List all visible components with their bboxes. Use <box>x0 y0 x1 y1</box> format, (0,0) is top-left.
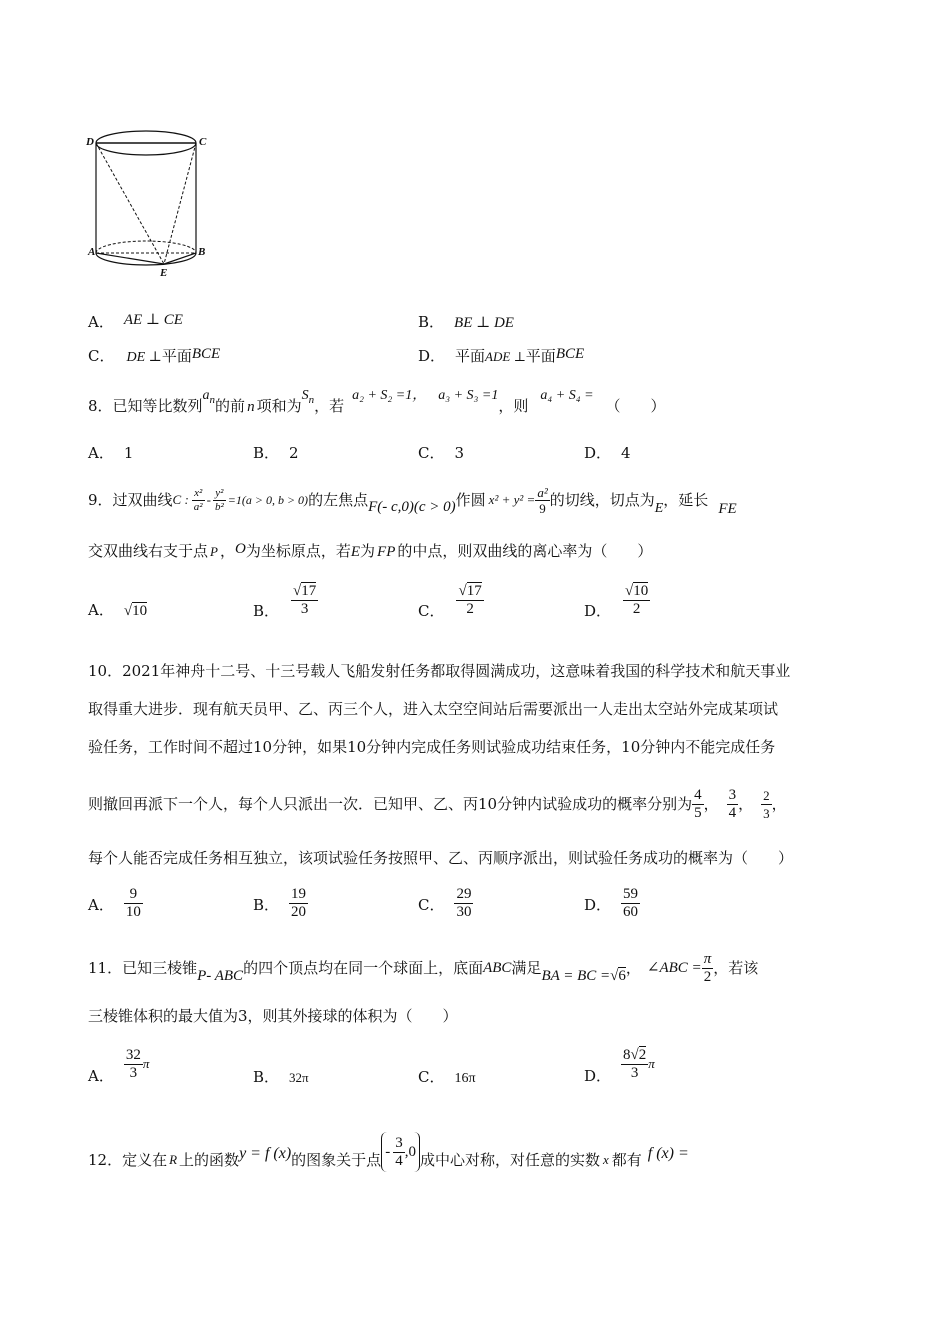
q11-option-c[interactable]: C． 16π <box>418 1068 476 1086</box>
label-b: B <box>198 246 206 258</box>
math-fe: FE <box>718 501 737 517</box>
q7-option-a[interactable] <box>88 312 183 333</box>
stem-text: ，延长 <box>663 491 709 509</box>
q9-option-c[interactable]: C． $\frac{√17}{2}$ <box>418 582 482 620</box>
frac-a2-9: $\frac{\text{a²}}{9}$ <box>537 484 548 516</box>
math-c: C : <box>172 492 189 507</box>
q8-option-d[interactable]: D． 4 <box>584 444 631 462</box>
q11-stem-line2: 三棱锥体积的最大值为3，则其外接球的体积为（ ） <box>88 1007 458 1025</box>
option-text: 平面 <box>161 347 192 365</box>
math-e: E <box>350 544 361 560</box>
math-angle: ∠ABC = <box>646 960 702 976</box>
stem-text: 为坐标原点，若 <box>245 542 351 560</box>
math-sn: $S_n$ <box>301 388 315 406</box>
frac-pi-2: $\frac{\pi}{2}$ <box>703 950 712 985</box>
stem-text: 项和为 <box>256 397 302 415</box>
math-condition: =1(a > 0, b > 0) <box>227 493 309 507</box>
q9-stem-line2 <box>88 541 652 562</box>
q10-option-a[interactable]: A． $\frac{9}{10}$ <box>88 885 141 920</box>
math-minus: - <box>206 492 211 507</box>
stem-text: 的图象关于点 <box>291 1151 382 1169</box>
q8-option-a[interactable]: A． 1 <box>88 444 134 462</box>
stem-text: 为 <box>360 542 376 560</box>
stem-text: 都有 <box>611 1151 642 1169</box>
option-text: BE ⊥ DE <box>454 315 514 331</box>
option-text: DE ⊥ <box>126 350 162 365</box>
math-circle: x² + y² = <box>488 492 536 507</box>
option-text: ADE ⊥ <box>485 349 526 364</box>
q7-option-b[interactable] <box>418 312 514 333</box>
q8-stem <box>88 388 666 422</box>
option-key: A． <box>88 313 114 331</box>
stem-text: 的四个顶点均在同一个球面上，底面 <box>243 959 484 977</box>
math-pabc: P- ABC <box>197 968 244 984</box>
math-fp: FP <box>377 544 396 560</box>
stem-text: 满足 <box>511 959 542 977</box>
math-an: $a_n$ <box>202 388 216 406</box>
label-e: E <box>160 267 168 279</box>
q9-option-d[interactable]: D． $\frac{√10}{2}$ <box>584 582 649 620</box>
stem-text: ，若 <box>314 397 345 415</box>
q10-line4: 则撤回再派下一个人，每个人只派出一次．已知甲、乙、丙10分钟内试验成功的概率分别为 $\frac{4}{5}$ ， $\frac{3}{4}$ ， $\frac{2}{3}$ ， <box>88 786 787 821</box>
q7-option-c[interactable] <box>88 346 220 368</box>
q10-option-c[interactable]: C． $\frac{29}{30}$ <box>418 885 472 920</box>
label-d: D <box>86 136 94 148</box>
math-o: O <box>234 541 246 557</box>
frac-x2-a2: $\frac{\text{x²}}{\text{a²}}$ <box>193 486 203 513</box>
q10-line5: 每个人能否完成任务相互独立，该项试验任务按照甲、乙、丙顺序派出，则试验任务成功的概率为（ ） <box>88 849 794 867</box>
option-text: 平面 <box>525 347 556 365</box>
math-fx: f (x) = <box>647 1145 689 1162</box>
stem-text: ，则 <box>498 397 529 415</box>
stem-text: 上的函数 <box>179 1151 240 1169</box>
math-question: a₄ + S₄ = <box>540 388 594 403</box>
q9-option-b[interactable]: B． $\frac{√17}{3}$ <box>253 582 317 620</box>
q12-stem <box>88 1128 689 1176</box>
option-text: BCE <box>191 346 221 362</box>
option-text: AE ⊥ CE <box>123 312 183 328</box>
label-a: A <box>88 246 96 258</box>
q11-stem-line1: 11．已知三棱锥 P- ABC 的四个顶点均在同一个球面上，底面 ABC 满足 BA = BC = √6 ， ∠ABC = $\frac{\pi}{2}$ ，若该 <box>88 950 759 985</box>
q7-option-d[interactable] <box>418 346 584 367</box>
label-c: C <box>199 136 207 148</box>
stem-text: 8．已知等比数列 <box>88 397 203 415</box>
stem-text: 的左焦点 <box>308 491 369 509</box>
math-n: n <box>247 399 255 415</box>
stem-text: ， <box>625 959 641 977</box>
q11-option-a[interactable]: A． $\frac{32}{3}$ π <box>88 1046 150 1085</box>
q8-option-c[interactable]: C． 3 <box>418 444 465 462</box>
q10-line2: 取得重大进步．现有航天员甲、乙、丙三个人，进入太空空间站后需要派出一人走出太空站外完成某项试 <box>88 700 779 718</box>
math-condition: a₂ + S₂ =1， <box>352 388 427 403</box>
frac-3-4: $\frac{3}{4}$ <box>728 786 737 821</box>
math-r: R <box>169 1152 178 1167</box>
stem-text: 9．过双曲线 <box>88 491 173 509</box>
stem-text: 11．已知三棱锥 <box>88 959 198 977</box>
q10-option-d[interactable]: D． $\frac{59}{60}$ <box>584 885 639 920</box>
q10-line1: 10．2021年神舟十二号、十三号载人飞船发射任务都取得圆满成功，这意味着我国的科学技术和航天事业 <box>88 662 791 680</box>
stem-text: 的中点，则双曲线的离心率为（ ） <box>397 542 653 560</box>
stem-text: ，若该 <box>713 959 759 977</box>
stem-text: 成中心对称，对任意的实数 <box>419 1151 600 1169</box>
q9-stem-line1 <box>88 480 737 520</box>
option-key: B． <box>418 313 445 331</box>
q11-option-b[interactable]: B． 32π <box>253 1068 309 1086</box>
stem-text: 的切线，切点为 <box>549 491 655 509</box>
stem-text: 的前 <box>215 397 246 415</box>
stem-text: ， <box>219 542 235 560</box>
frac-4-5: $\frac{4}{5}$ <box>694 786 702 821</box>
option-key: C． <box>88 347 115 365</box>
frac-2-3: $\frac{2}{3}$ <box>763 787 770 821</box>
stem-text: 交双曲线右支于点 <box>88 542 209 560</box>
option-key: D． <box>418 347 446 365</box>
stem-text: 作圆 <box>455 491 486 509</box>
math-x: x <box>602 1152 609 1167</box>
q8-option-b[interactable]: B． 2 <box>253 444 299 462</box>
math-condition: a₃ + S₃ =1 <box>438 388 499 403</box>
q9-option-a[interactable]: A． √10 <box>88 601 148 619</box>
q11-option-d[interactable]: D． $\frac{8√2}{3}$ π <box>584 1046 655 1085</box>
q10-line3: 验任务，工作时间不超过10分钟，如果10分钟内完成任务则试验成功结束任务，10分钟内不能完成任务 <box>88 738 776 756</box>
math-point: - $\frac{3}{4}$ ,0 <box>381 1132 420 1172</box>
q10-option-b[interactable]: B． $\frac{19}{20}$ <box>253 885 307 920</box>
math-p: P <box>210 544 218 559</box>
frac-y2-b2: $\frac{\text{y²}}{\text{b²}}$ <box>214 486 224 513</box>
math-ba-bc: BA = BC = <box>541 968 611 984</box>
cylinder-figure <box>84 122 214 282</box>
math-e: E <box>654 501 664 516</box>
stem-text: 12．定义在 <box>88 1151 168 1169</box>
answer-paren: （ ） <box>605 397 666 415</box>
stem-text: 则撤回再派下一个人，每个人只派出一次．已知甲、乙、丙10分钟内试验成功的概率分别为 <box>88 795 693 813</box>
math-function: y = f (x) <box>239 1145 292 1162</box>
option-text: 平面 <box>455 347 486 365</box>
option-text: BCE <box>555 346 585 362</box>
cylinder-diagram <box>84 122 214 282</box>
math-abc: ABC <box>483 960 512 976</box>
math-focus: F(- c,0)(c > 0) <box>368 499 456 515</box>
